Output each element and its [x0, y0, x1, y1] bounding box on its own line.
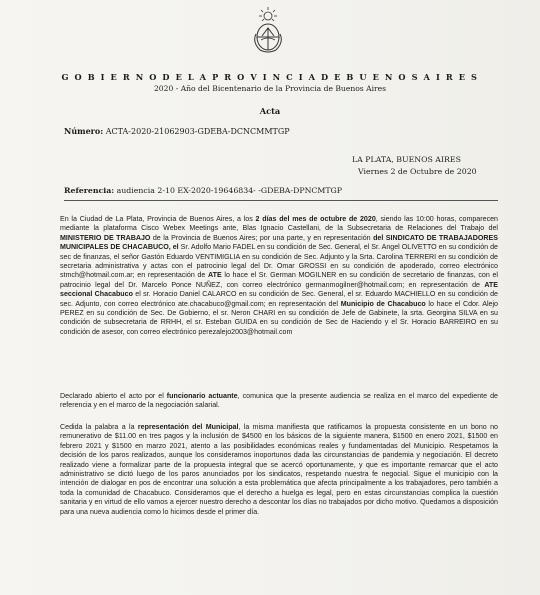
bold-run: Municipio de Chacabuco [340, 299, 426, 308]
reference-label: Referencia: [64, 186, 115, 195]
text-run: , siendo las 10:00 horas, comparecen mediante la plataforma Cisco Webex Meetings ante, Blas Ignacio Castellani, de la Subsecretaria de Relaciones del Trabajo del [60, 215, 499, 233]
text-run: de la Provincia de Buenos Aires; por una parte, y en representación [150, 233, 374, 242]
year-motto: 2020 - Año del Bicentenario de la Provincia de Buenos Aires [153, 84, 387, 93]
text-run: , comunica que la presente audiencia se realiza en el marco del expediente de referencia y en el marco de la negociación salarial. [60, 392, 498, 410]
bold-run: representación del Municipal [137, 423, 239, 431]
document-date: Viernes 2 de Octubre de 2020 [358, 167, 477, 176]
paragraph-opening [60, 392, 498, 411]
text-run: Sr. Adolfo Mario FADEL en su condición de Sec. General, el Sr. Angel OLIVETTO en su condición de sec de finanzas, el señor Gastón Eduardo VENTIMIGLIA en su condición de Sec. Adjunto y la Srta. Carolina TERRERI en su condición de secretaria administrativa y actas con el patrocinio legal del Dr. Omar GROSSI en su condición de apoderado, correo electrónico stmch@hotmail.com.ar; en representación de [60, 243, 498, 280]
bold-run: ATE seccional Chacabuco [60, 280, 498, 299]
document-type: Acta [259, 106, 281, 116]
text-run: , la misma manifiesta que ratificamos la propuesta consistente en un bono no remunerativo de $11.00 en tres pagos y la inclusión de $4500 en los básicos de la siguiente manera, $1500 en enero 2021, $1500 en febrero 2021 y $1500 en marzo 2021, atento a las posibilidades económicas reales y fundamentadas del Municipio. Respetamos la decisión de los paros realizados, aunque los consideramos inoportunos dada las circunstancias de pandemia y negociación. El decreto realizado viene a formalizar parte de la propuesta integral que se acercó oportunamente, y que es importante remarcar que el acto administrativo se dictó luego de los paros anunciados por los sindicatos, respetando nuestra fe negocial. Sigue el municipio con la intención de dialogar en pos de encontrar una solución a esta problemática que afecta principalmente a los trabajadores, pero también a toda la comunidad de Chacabuco. Consideramos que el derecho a huelga es legal, pero en estas circunstancias complica la cuestión sanitaria y en virtud de ello vamos a ejercer nuestro derecho a descontar los días no trabajados por dicho motivo. Quedamos a disposición para una nueva audiencia como lo hicimos desde el primer día. [60, 423, 498, 516]
government-heading: G O B I E R N O D E L A P R O V I N C I A D E B U E N O S A I R E S [61, 72, 479, 82]
text-run: Cedida la palabra a la [60, 423, 138, 431]
paragraph-attendance [60, 215, 498, 337]
number-value: ACTA-2020-21062903-GDEBA-DCNCMMTGP [105, 127, 290, 136]
bold-run: 2 días del mes de octubre de 2020 [255, 215, 376, 223]
reference-line [64, 186, 342, 195]
document-number [64, 126, 290, 136]
paragraph-municipal-statement [60, 423, 498, 517]
text-run: lo hace el Sr. German MOGILNER en su condición de secretario de finanzas, con el patrocinio legal del Dr. Marcelo Ponce NUÑEZ, con correo electrónico germanmogilner@hotmail.com; en representación de [60, 271, 498, 289]
text-run: lo hace el Cdor. Alejo PEREZ en su condición de Sec. De Gobierno, el sr. Neron CHARI en su condición de Jefe de Gabinete, la srta. Georgina SILVA en su condición de subsecretaria de RRHH, el sr. Esteban GUIDA en su condición de Sec de Haciendo y el Sr. Horacio BARREIRO en su condición de asesor, con correo electrónico perezalejo2003@hotmail.com [60, 299, 498, 336]
bold-run: ATE [208, 271, 222, 280]
text-run: Declarado abierto el acto por el [60, 392, 167, 400]
document-place: LA PLATA, BUENOS AIRES [352, 155, 461, 164]
text-run: el sr. Horacio Daniel CALARCO en su condición de Sec. General, el sr. Eduardo MACHIELLO en su condición de sec. Adjunto, con correo electrónico ate.chacabuco@gmail.com; en representación del [60, 290, 498, 308]
reference-value: audiencia 2-10 EX-2020-19646834- -GDEBA-DPNCMTGP [116, 186, 343, 195]
coat-of-arms-icon [248, 6, 288, 56]
text-run: En la Ciudad de La Plata, Provincia de Buenos Aires, a los [60, 215, 256, 223]
number-label: Número: [64, 126, 104, 136]
bold-run: MINISTERIO DE TRABAJO [60, 233, 151, 242]
divider [64, 200, 498, 201]
bold-run: funcionario actuante [166, 392, 238, 400]
bold-run: del SINDICATO DE TRABAJADORES MUNICIPALES DE CHACABUCO, el [60, 233, 498, 252]
